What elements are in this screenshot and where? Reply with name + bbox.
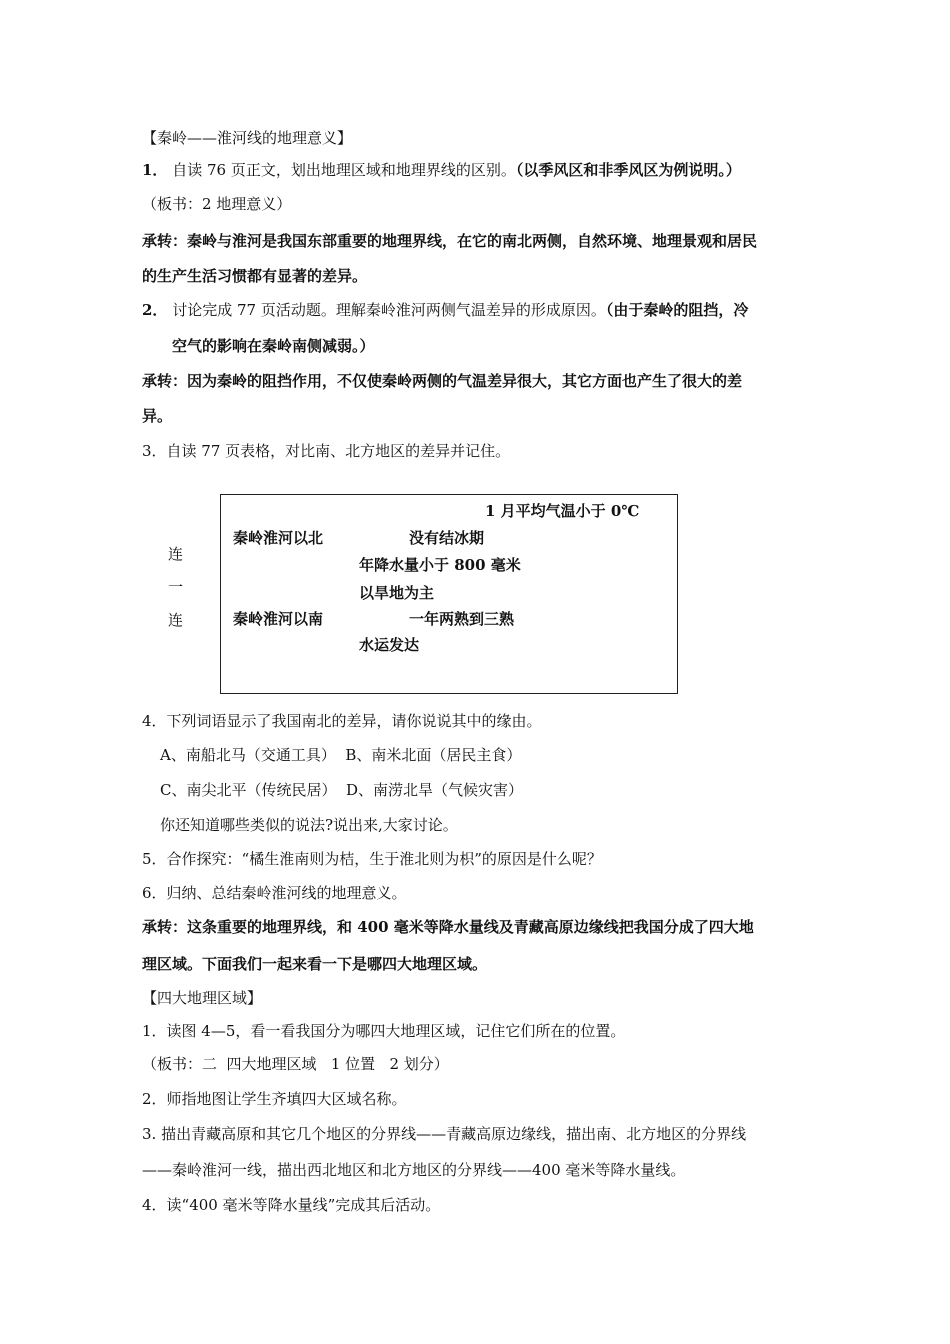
question-2-number: 2． xyxy=(142,301,168,319)
board-note-2: （板书：二 四大地理区域 1 位置 2 划分） xyxy=(142,1055,449,1073)
side-label-lian-2: 连 xyxy=(168,611,184,629)
question-2-note: （由于秦岭的阻挡，冷 xyxy=(605,301,749,319)
transition-2-label: 承转： xyxy=(142,372,188,390)
question-1 xyxy=(142,160,741,180)
match-item-precipitation[interactable]: 年降水量小于 800 毫米 xyxy=(359,556,521,574)
matching-box xyxy=(220,494,678,694)
question-5: 5．合作探究：“橘生淮南则为桔，生于淮北则为枳”的原因是什么呢？ xyxy=(142,850,602,868)
transition-3-line2: 理区域。下面我们一起来看一下是哪四大地理区域。 xyxy=(142,955,488,973)
question-4-more: 你还知道哪些类似的说法?说出来,大家讨论。 xyxy=(160,816,458,834)
question-4-options-cd: C、南尖北平（传统民居） D、南涝北旱（气候灾害） xyxy=(160,781,524,799)
match-left-south[interactable]: 秦岭淮河以南 xyxy=(233,610,324,628)
transition-1-label: 承转： xyxy=(142,232,188,250)
question-2 xyxy=(142,300,748,320)
match-item-no-freeze[interactable]: 没有结冰期 xyxy=(409,529,485,547)
transition-3-line1: 承转：这条重要的地理界线，和 400 毫米等降水量线及青藏高原边缘线把我国分成了四大地 xyxy=(142,918,754,936)
paragraph-3-line1: 3. 描出青藏高原和其它几个地区的分界线——青藏高原边缘线，描出南、北方地区的分界线 xyxy=(142,1125,747,1143)
question-3: 3．自读 77 页表格，对比南、北方地区的差异并记住。 xyxy=(142,442,511,460)
paragraph-2: 2．师指地图让学生齐填四大区域名称。 xyxy=(142,1090,407,1108)
question-4: 4．下列词语显示了我国南北的差异，请你说说其中的缘由。 xyxy=(142,712,542,730)
question-2-text: 讨论完成 77 页活动题。理解秦岭淮河两侧气温差异的形成原因。 xyxy=(172,301,606,319)
question-1-number: 1． xyxy=(142,161,168,179)
paragraph-4: 4．读“400 毫米等降水量线”完成其后活动。 xyxy=(142,1196,441,1214)
match-item-dryland[interactable]: 以旱地为主 xyxy=(359,584,435,602)
question-2-note-line2: 空气的影响在秦岭南侧减弱。） xyxy=(172,337,375,355)
side-label-yi: 一 xyxy=(168,578,184,596)
question-6: 6．归纳、总结秦岭淮河线的地理意义。 xyxy=(142,884,407,902)
transition-2-text: 因为秦岭的阻挡作用，不仅使秦岭两侧的气温差异很大，其它方面也产生了很大的差 xyxy=(187,372,743,390)
match-item-harvests[interactable]: 一年两熟到三熟 xyxy=(409,610,515,628)
match-item-temperature[interactable]: 1 月平均气温小于 0℃ xyxy=(485,502,640,520)
match-item-waterway[interactable]: 水运发达 xyxy=(359,636,420,654)
section-heading-qinling: 【秦岭——淮河线的地理意义】 xyxy=(142,129,353,147)
question-1-text: 自读 76 页正文，划出地理区域和地理界线的区别。 xyxy=(172,161,516,179)
transition-1-line2: 的生产生活习惯都有显著的差异。 xyxy=(142,267,368,285)
transition-1-line1 xyxy=(142,231,757,251)
question-1-note: （以季风区和非季风区为例说明。） xyxy=(515,161,741,179)
section-heading-four-regions: 【四大地理区域】 xyxy=(142,989,263,1007)
transition-2-line1 xyxy=(142,371,742,391)
question-4-options-ab: A、南船北马（交通工具） B、南米北面（居民主食） xyxy=(160,746,522,764)
transition-1-text: 秦岭与淮河是我国东部重要的地理界线，在它的南北两侧，自然环境、地理景观和居民 xyxy=(187,232,758,250)
paragraph-3-line2: ——秦岭淮河一线，描出西北地区和北方地区的分界线——400 毫米等降水量线。 xyxy=(142,1161,686,1179)
match-left-north[interactable]: 秦岭淮河以北 xyxy=(233,529,324,547)
side-label-lian-1: 连 xyxy=(168,545,184,563)
board-note-1: （板书：2 地理意义） xyxy=(142,195,292,213)
transition-2-line2: 异。 xyxy=(142,407,173,425)
paragraph-1: 1．读图 4—5，看一看我国分为哪四大地理区域，记住它们所在的位置。 xyxy=(142,1022,626,1040)
